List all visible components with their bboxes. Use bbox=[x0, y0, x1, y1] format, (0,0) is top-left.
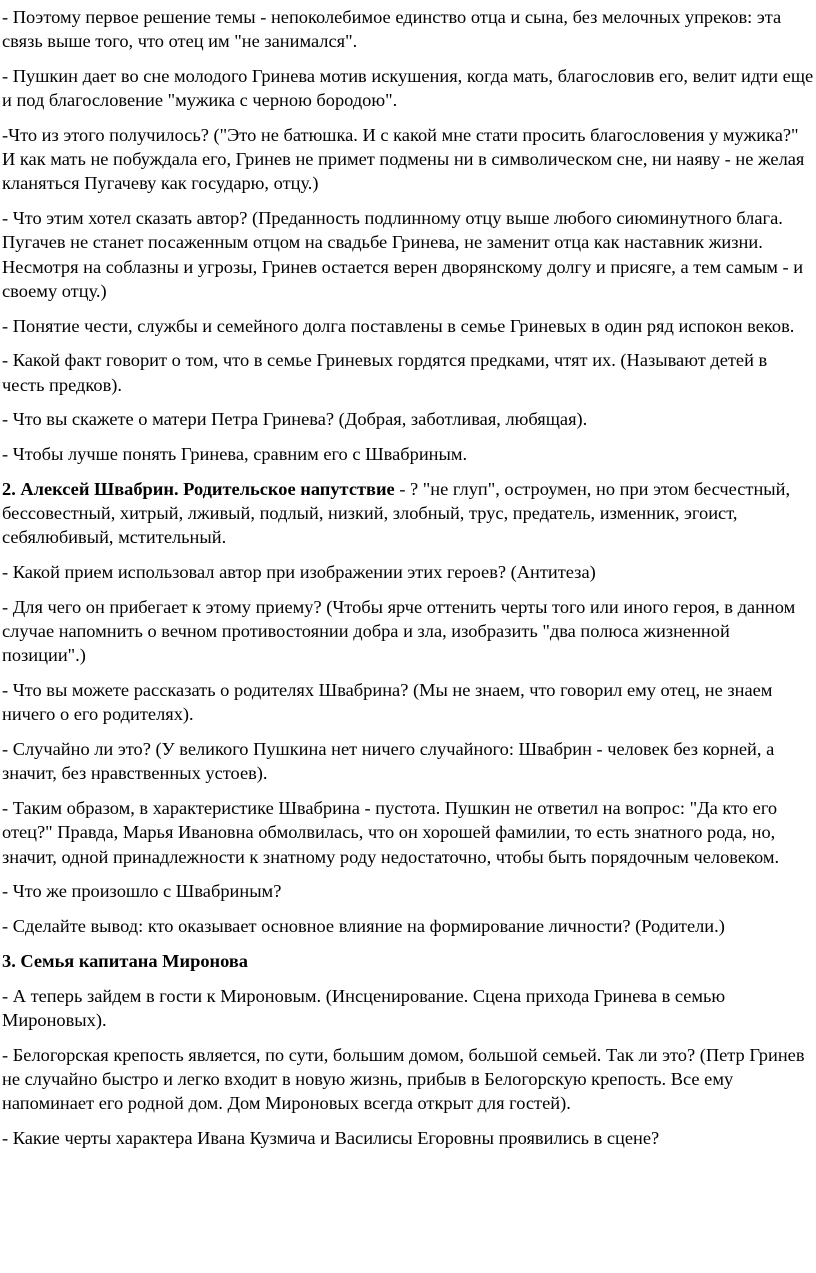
paragraph-text: - Случайно ли это? (У великого Пушкина нет ничего случайного: Швабрин - человек без корней, а значит, без нравственных устоев). bbox=[2, 739, 775, 784]
paragraph-text: - Понятие чести, службы и семейного долга поставлены в семье Гриневых в один ряд испокон веков. bbox=[2, 315, 795, 336]
paragraph bbox=[2, 560, 814, 584]
paragraph bbox=[2, 914, 814, 938]
paragraph bbox=[2, 206, 814, 303]
section-paragraph-shvabrin bbox=[2, 477, 814, 550]
paragraph-text: - Что вы скажете о матери Петра Гринева? (Добрая, заботливая, любящая). bbox=[2, 409, 588, 430]
paragraph bbox=[2, 314, 814, 338]
paragraph bbox=[2, 678, 814, 726]
paragraph bbox=[2, 595, 814, 668]
paragraph bbox=[2, 5, 814, 53]
paragraph-text: - Что этим хотел сказать автор? (Преданность подлинному отцу выше любого сиюминутного блага. Пугачев не станет посаженным отцом на свадьбе Гринева, не заменит отца как наставник жизни. Несмотря на соблазны и угрозы, Гринев остается верен дворянскому долгу и присяге, а тем самым - и своему отцу.) bbox=[2, 208, 804, 301]
paragraph-text: - Для чего он прибегает к этому приему? (Чтобы ярче оттенить черты того или иного героя, в данном случае напомнить о вечном противостоянии добра и зла, изобразить "два полюса жизненной позиции".) bbox=[2, 597, 796, 666]
paragraph bbox=[2, 123, 814, 196]
paragraph-text: - Поэтому первое решение темы - непоколебимое единство отца и сына, без мелочных упреков: эта связь выше того, что отец им "не занимался". bbox=[2, 7, 782, 52]
paragraph-text: - Какой прием использовал автор при изображении этих героев? (Антитеза) bbox=[2, 562, 596, 583]
paragraph bbox=[2, 1043, 814, 1116]
paragraph-text: - Таким образом, в характеристике Швабрина - пустота. Пушкин не ответил на вопрос: "Да кто его отец?" Правда, Марья Ивановна обмолвилась, что он хорошей фамилии, то есть знатного рода, но, значит, одной принадлежности к знатному роду недостаточно, чтобы быть порядочным человеком. bbox=[2, 798, 780, 867]
paragraph-text: - Что же произошло с Швабриным? bbox=[2, 881, 282, 902]
paragraph bbox=[2, 1126, 814, 1150]
paragraph bbox=[2, 737, 814, 785]
paragraph bbox=[2, 796, 814, 869]
paragraph-text: - Пушкин дает во сне молодого Гринева мотив искушения, когда мать, благословив его, велит идти еще и под благословение "мужика с черною бородою". bbox=[2, 66, 814, 111]
paragraph-text: - Чтобы лучше понять Гринева, сравним его с Швабриным. bbox=[2, 444, 468, 465]
paragraph-text: - Сделайте вывод: кто оказывает основное влияние на формирование личности? (Родители.) bbox=[2, 916, 725, 937]
paragraph bbox=[2, 984, 814, 1032]
paragraph-text: -Что из этого получилось? ("Это не батюшка. И с какой мне стати просить благословения у мужика?" И как мать не побуждала его, Гринев не примет подмены ни в символическом сне, ни наяву - не желая кланяться Пугачеву как государю, отцу.) bbox=[2, 125, 805, 194]
paragraph-text: - А теперь зайдем в гости к Мироновым. (Инсценирование. Сцена прихода Гринева в семью Мироновых). bbox=[2, 985, 726, 1030]
paragraph bbox=[2, 64, 814, 112]
paragraph bbox=[2, 879, 814, 903]
paragraph-text: - Какой факт говорит о том, что в семье Гриневых гордятся предками, чтят их. (Называют детей в честь предков). bbox=[2, 350, 768, 395]
section-heading-mironov: 3. Семья капитана Миронова bbox=[2, 951, 249, 971]
paragraph-text: - Что вы можете рассказать о родителях Швабрина? (Мы не знаем, что говорил ему отец, не знаем ничего о его родителях). bbox=[2, 680, 773, 725]
paragraph bbox=[2, 348, 814, 396]
paragraph bbox=[2, 407, 814, 431]
paragraph-text: - Какие черты характера Ивана Кузмича и Василисы Егоровны проявились в сцене? bbox=[2, 1128, 660, 1148]
paragraph-text: - ? "не глуп", остроумен, но при этом бесчестный, бессовестный, хитрый, лживый, подлый, низкий, злобный, трус, предатель, изменник, эгоист, себялюбивый, мстительный. bbox=[2, 479, 791, 548]
section-heading-shvabrin: 2. Алексей Швабрин. Родительское напутствие bbox=[2, 479, 395, 499]
paragraph bbox=[2, 442, 814, 466]
paragraph-text: - Белогорская крепость является, по сути, большим домом, большой семьей. Так ли это? (Петр Гринев не случайно быстро и легко входит в новую жизнь, прибыв в Белогорскую крепость. Все ему напоминает его родной дом. Дом Мироновых всегда открыт для гостей). bbox=[2, 1044, 805, 1114]
section-paragraph-mironov bbox=[2, 949, 814, 973]
